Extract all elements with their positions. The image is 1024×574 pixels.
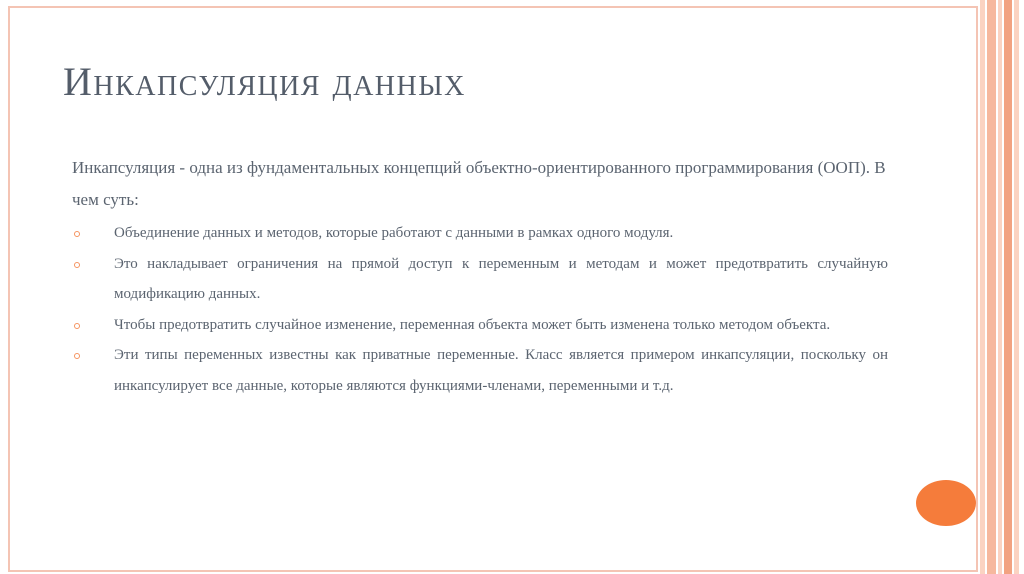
hollow-circle-icon [74, 353, 80, 359]
intro-paragraph: Инкапсуляция - одна из фундаментальных концепций объектно-ориентированного программирования (ООП). В чем суть: [72, 158, 886, 209]
list-item [72, 218, 888, 249]
stripe [1014, 0, 1019, 574]
bullet-text: Это накладывает ограничения на прямой доступ к переменным и методам и может предотвратить случайную модификацию данных. [114, 255, 888, 302]
slide-body [72, 152, 888, 401]
hollow-circle-icon [74, 323, 80, 329]
list-item [72, 340, 888, 401]
stripe [987, 0, 996, 574]
accent-circle [916, 480, 976, 526]
stripe [980, 0, 985, 574]
bullet-text: Эти типы переменных известны как приватные переменные. Класс является примером инкапсуляции, поскольку он инкапсулирует все данные, которые являются функциями-членами, переменными и т.д. [114, 347, 888, 394]
hollow-circle-icon [74, 262, 80, 268]
list-item [72, 310, 888, 341]
decorative-stripes [978, 0, 1024, 574]
stripe [1004, 0, 1012, 574]
slide-title: Инкапсуляция данных [63, 59, 466, 104]
list-item [72, 249, 888, 310]
hollow-circle-icon [74, 231, 80, 237]
bullet-text: Чтобы предотвратить случайное изменение, переменная объекта может быть изменена только методом объекта. [114, 316, 831, 333]
bullet-list [72, 218, 888, 401]
bullet-text: Объединение данных и методов, которые работают с данными в рамках одного модуля. [114, 225, 674, 241]
stripe [998, 0, 1002, 574]
